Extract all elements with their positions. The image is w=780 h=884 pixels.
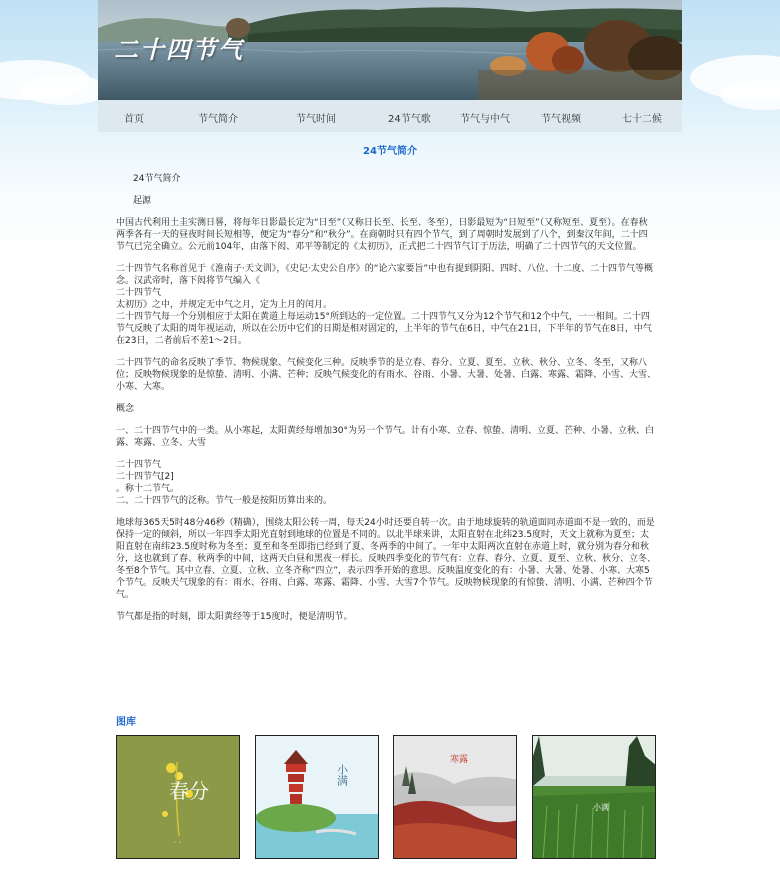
paragraph: 二十四节气 [116,288,162,298]
header-banner [98,0,682,100]
article-body [116,173,656,623]
paragraph: 二十四节气名称首见于《淮南子·天文训》，《史记·太史公自序》的“论六家要旨”中也有提到阴阳、四时、八位、十二度、二十四节气等概念。汉武帝时，落下闳将节气编入《 [116,264,654,286]
gallery-image-xiaoman[interactable] [255,735,379,859]
paragraph: 二十四节气每一个分别相应于太阳在黄道上每运动15°所到达的一定位置。二十四节气又分为12个节气和12个中气，一一相间。二十四节气反映了太阳的周年视运动，所以在公历中它们的日期是相对固定的，上半年的节气在6日，中气在21日，下半年的节气在8日，中气在23日，二者前后不差1～2日。 [116,312,652,346]
subheading-concept: 概念 [116,404,135,414]
paragraph: 二十四节气[2] [116,472,174,482]
paragraph: 太初历》之中，并规定无中气之月，定为上月的闰月。 [116,300,333,310]
thumb-caption: 春分 [169,779,209,803]
paragraph: 地球每365天5时48分46秒（精确），围绕太阳公转一周，每天24小时还要自转一次。由于地球旋转的轨道面同赤道面不是一致的，而是保持一定的倾斜，所以一年四季太阳光直射到地球的位置是不同的。以北半球来讲，太阳直射在北纬23.5度时，天文上就称为夏至；太阳直射在南纬23.5度时称为冬至；夏至和冬至即指已经到了夏、冬两季的中间了。一年中太阳两次直射在赤道上时，就分别为春分和秋分，这也就到了春、秋两季的中间，这两天白昼和黑夜一样长。反映四季变化的节气有：立春、春分、立夏、夏至、立秋、秋分、立冬、冬至8个节气。其中立春、立夏、立秋、立冬齐称“四立”，表示四季开始的意思。反映温度变化的有：小暑、大暑、处暑、小寒、大寒5个节气。反映天气现象的有：雨水、谷雨、白露、寒露、霜降、小雪、大雪7个节气。反映物候现象的有惊蛰、清明、小满、芒种四个节气。 [116,518,657,600]
thumb-caption: 小满 [335,764,349,786]
article-heading: 24节气简介 [133,174,181,184]
thumb-caption: 寒露 [450,755,469,765]
nav-item-video[interactable]: 节气视频 [541,114,581,125]
gallery-image-frost[interactable] [393,735,517,859]
subheading-origin: 起源 [133,196,152,206]
nav-item-home[interactable]: 首页 [124,114,144,125]
gallery-image-spring-equinox[interactable] [116,735,240,859]
paragraph: 二十四节气 [116,460,162,470]
gallery-title: 图库 [116,717,136,728]
paragraph: 一、二十四节气中的一类。从小寒起，太阳黄经每增加30°为另一个节气。计有小寒、立春、惊蛰、清明、立夏、芒种、小暑、立秋、白露、寒露、立冬、大雪 [116,426,654,448]
cloud-decoration [20,75,110,105]
paragraph: 节气都是指的时刻，即太阳黄经等于15度时，便是清明节。 [116,612,353,622]
nav-item-72-pentads[interactable]: 七十二候 [622,114,662,125]
nav-item-song[interactable]: 24节气歌 [388,114,431,125]
paragraph: 二、二十四节气的泛称。节气一般是按阳历算出来的。 [116,496,333,506]
thumb-caption: 小满 [593,803,609,812]
svg-text:◦ ◦: ◦ ◦ [173,839,182,846]
paragraph: 中国古代利用土圭实测日晷，将每年日影最长定为“日至”（又称日长至、长至、冬至），日影最短为“日短至”（又称短至、夏至）。在春秋两季各有一天的昼夜时间长短相等，便定为“春分”和“秋分”。在商朝时只有四个节气，到了周朝时发展到了八个，到秦汉年间，二十四节气已完全确立。公元前104年，由落下闳、邓平等制定的《太初历》，正式把二十四节气订于历法，明确了二十四节气的天文位置。 [116,218,648,252]
section-title: 24节气简介 [363,146,417,157]
site-logo-title: 二十四节气 [114,35,244,64]
paragraph: 二十四节气的命名反映了季节、物候现象、气候变化三种。反映季节的是立春、春分、立夏、夏至、立秋、秋分、立冬、冬至，又称八位；反映物候现象的是惊蛰、清明、小满、芒种；反映气候变化的有雨水、谷雨、小暑、大暑、处暑、白露、寒露、霜降、小雪、大雪、小寒、大寒。 [116,358,657,392]
gallery-image-grassland[interactable] [532,735,656,859]
paragraph: 。称十二节气。 [116,484,180,494]
nav-item-time[interactable]: 节气时间 [296,114,336,125]
nav-item-middle-qi[interactable]: 节气与中气 [460,114,510,125]
nav-item-intro[interactable]: 节气简介 [198,114,238,125]
